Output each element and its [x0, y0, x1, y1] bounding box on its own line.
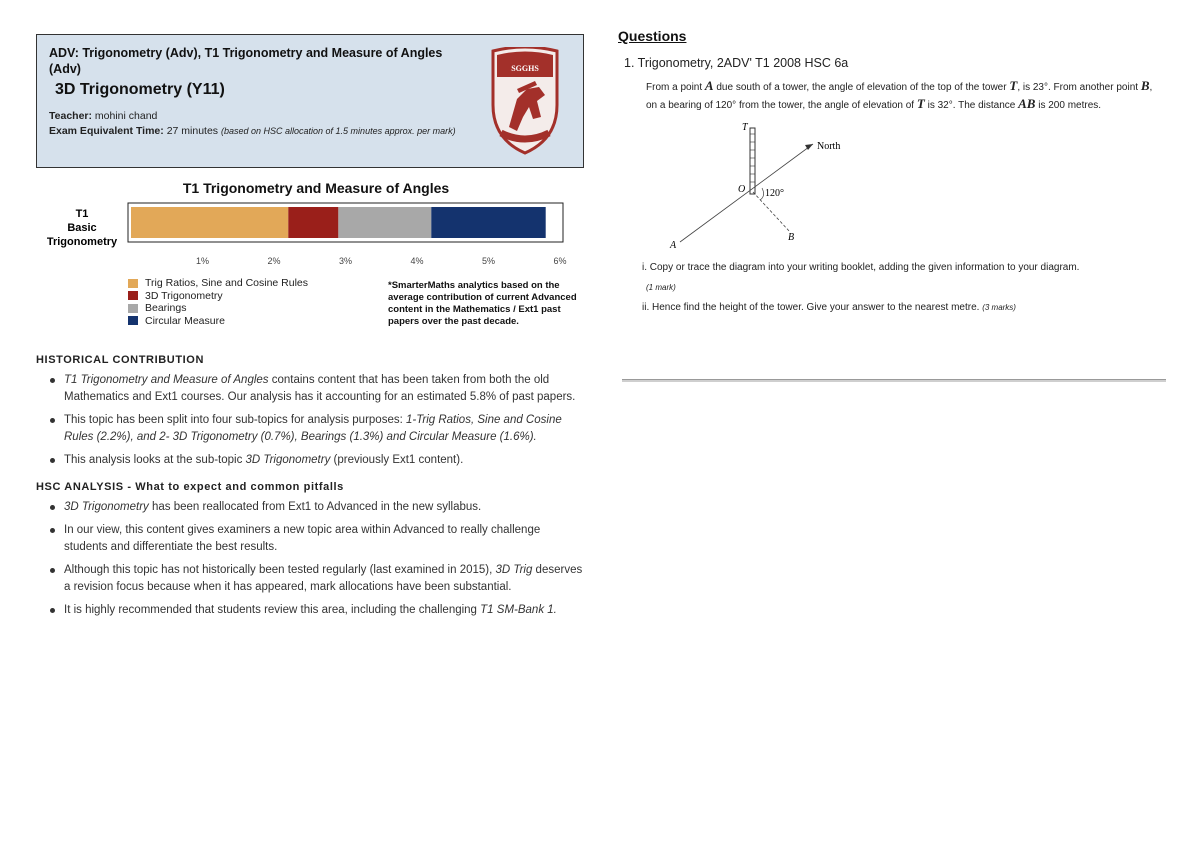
historical-list [36, 372, 586, 469]
questions-heading: Questions [618, 28, 687, 44]
chart-canvas [36, 180, 584, 280]
bullet-text: has been reallocated from Ext1 to Advanced in the new syllabus. [148, 500, 482, 513]
subtopic-name: 3D Trigonometry [245, 454, 331, 466]
bullet-text: This topic has been split into four sub-topics for analysis purposes: [64, 414, 406, 426]
subtopic-breakdown: 1-Trig Ratios, Sine and Cosine Rules (2.2%), and 2- 3D Trigonometry (0.7%), Bearings (1.3%) and Circular Measure (1.6%). [64, 414, 562, 443]
legend-label: 3D Trigonometry [145, 289, 223, 302]
list-item [50, 522, 586, 555]
question-text [646, 78, 1156, 114]
math-var: T [916, 96, 925, 111]
sub-question-i: i. Copy or trace the diagram into your writing booklet, adding the given information to your diagram. [642, 262, 1080, 273]
tick-label: 2% [267, 256, 281, 266]
bar-segment-4 [431, 207, 545, 238]
tick-label: 6% [553, 256, 567, 266]
list-item [50, 372, 586, 405]
course-title: ADV: Trigonometry (Adv), T1 Trigonometry and Measure of Angles (Adv) [49, 46, 443, 76]
heading-rest: - What to expect and common pitfalls [123, 480, 344, 493]
diagram-label-north: North [817, 141, 841, 152]
bar-segment-1 [131, 207, 288, 238]
teacher-label: Teacher: [49, 110, 92, 122]
svg-text:SGGHS: SGGHS [511, 64, 539, 73]
north-line [680, 144, 813, 242]
category-label-line-1: T1 [75, 208, 89, 220]
diagram-label-angle: 120° [765, 188, 784, 199]
hsc-analysis-list [36, 499, 586, 619]
sub-question-i-marks: (1 mark) [646, 283, 676, 292]
hsc-analysis-heading [36, 481, 586, 493]
legend-swatch [128, 279, 138, 288]
legend-swatch [128, 291, 138, 300]
legend-item [128, 290, 308, 303]
topic-header [36, 34, 584, 168]
sub-question-ii-marks: (3 marks) [982, 303, 1016, 312]
sub-question-ii [642, 301, 1166, 315]
question-text-part: From a point [646, 82, 705, 93]
tick-label: 1% [195, 256, 210, 266]
question-title: 1. Trigonometry, 2ADV' T1 2008 HSC 6a [624, 56, 849, 70]
legend-swatch [128, 316, 138, 325]
bar-segment-3 [338, 207, 431, 238]
sub-question-ii-text: ii. Hence find the height of the tower. Give your answer to the nearest metre. [642, 302, 980, 313]
questions-column [618, 28, 1166, 315]
math-var: T [1009, 78, 1018, 93]
diagram-label-t: T [742, 122, 748, 133]
exam-time-value: 27 minutes [166, 125, 219, 137]
teacher-name: mohini chand [94, 110, 158, 122]
page-title: 3D Trigonometry (Y11) [55, 81, 225, 98]
question-text-part: , is 23°. From another point [1017, 82, 1141, 93]
bar-segment-2 [288, 207, 338, 238]
legend-item [128, 315, 308, 328]
historical-heading: HISTORICAL CONTRIBUTION [36, 354, 205, 366]
bullet-text: deserves a revision focus because when it has appeared, mark allocations have been substantial. [64, 564, 583, 593]
category-label-line-3: Trigonometry [46, 236, 118, 248]
bank-reference: T1 SM-Bank 1. [480, 604, 557, 616]
bullet-text: (previously Ext1 content). [330, 454, 464, 466]
legend-label: Circular Measure [145, 314, 225, 327]
list-item [50, 452, 586, 469]
diagram-label-a: A [670, 240, 677, 250]
question-divider [622, 379, 1166, 382]
angle-arc [760, 188, 764, 200]
chart-legend [128, 277, 308, 327]
subtopic-name: 3D Trig [495, 564, 533, 576]
left-column [36, 34, 586, 626]
tick-label: 3% [338, 256, 353, 266]
exam-time-note: (based on HSC allocation of 1.5 minutes approx. per mark) [220, 126, 456, 136]
question-text-part: is 200 metres. [1035, 100, 1102, 111]
legend-item [128, 302, 308, 315]
exam-time-line [49, 124, 479, 139]
legend-label: Trig Ratios, Sine and Cosine Rules [145, 277, 309, 290]
math-var: AB [1018, 96, 1036, 111]
chart-title: T1 Trigonometry and Measure of Angles [182, 180, 450, 196]
bullet-text: In our view, this content gives examiners a new topic area within Advanced to really challenge students and differentiate the best results. [64, 524, 541, 553]
school-crest-icon [487, 47, 563, 157]
question-text-part: , on a bearing of 120° from the tower, the angle of elevation of [646, 82, 1153, 111]
topic-name: T1 Trigonometry and Measure of Angles [64, 374, 269, 386]
legend-label: Bearings [145, 302, 187, 315]
list-item [50, 499, 586, 516]
category-label-line-2: Basic [67, 222, 97, 234]
bullet-text: contains content that has been taken from both the old Mathematics and Ext1 courses. Our analysis has it accounting for an estimated 5.8% of past papers. [64, 374, 576, 403]
diagram-label-b: B [788, 232, 795, 243]
math-var: A [704, 78, 714, 93]
chart-footnote: *SmarterMaths analytics based on the average contribution of current Advanced content in the Mathematics / Ext1 past papers over the past decade. [388, 280, 577, 327]
tick-label: 4% [410, 256, 424, 266]
subtopic-name: 3D Trigonometry [64, 500, 149, 513]
diagram-label-o: O [738, 184, 746, 195]
bullet-text: It is highly recommended that students review this area, including the challenging [64, 604, 481, 616]
legend-item [128, 277, 308, 290]
math-var: B [1140, 78, 1150, 93]
list-item [50, 602, 586, 619]
legend-swatch [128, 304, 138, 313]
question-text-part: due south of a tower, the angle of elevation of the top of the tower [713, 82, 1010, 93]
bullet-text: Although this topic has not historically been tested regularly (last examined in 2015), [64, 564, 496, 576]
bullet-text: This analysis looks at the sub-topic [64, 454, 246, 466]
tower-diagram [668, 120, 848, 250]
list-item [50, 562, 586, 595]
exam-time-label: Exam Equivalent Time: [49, 125, 164, 137]
list-item [50, 412, 586, 445]
tick-label: 5% [481, 256, 496, 266]
contribution-chart [36, 180, 584, 340]
heading-bold: HSC ANALYSIS [36, 480, 124, 493]
question-text-part: is 32°. The distance [924, 100, 1019, 111]
tower-shape [750, 128, 755, 194]
